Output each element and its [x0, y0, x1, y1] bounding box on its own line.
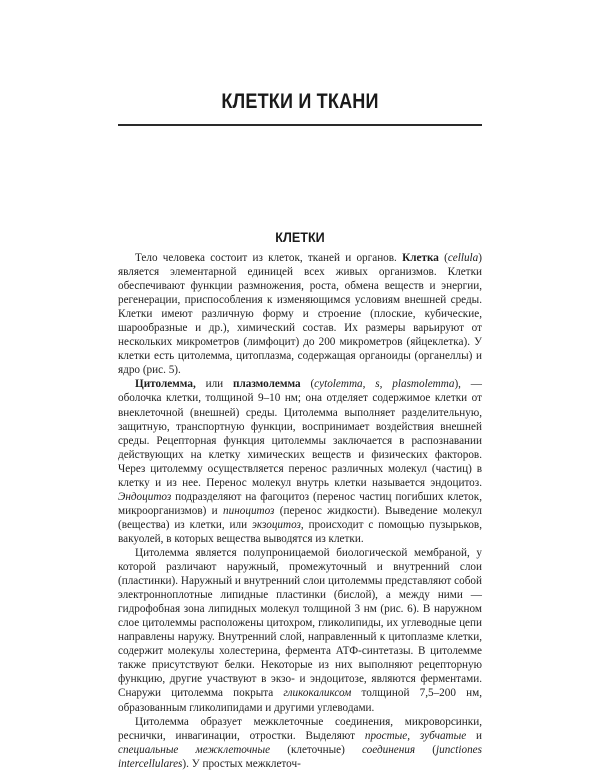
text-span: (клеточные) [270, 743, 362, 756]
text-span: Тело человека состоит из клеток, тканей и органов. [135, 252, 403, 264]
text-span: толщиной 7,5–200 нм, образованным гликолипидами и другими углеводами. [118, 687, 482, 714]
text-span: ( [438, 252, 448, 264]
term-italic: соединения [361, 743, 416, 756]
paragraph-4 [118, 715, 482, 771]
text-span: Цитолемма является полупроницаемой биологической мембраной, у которой различают наружный, промежуточный и внутренний слои (пластинки). Наружный и внутренний слои цитолеммы представляют собой электронноплотные липидные пластинки (бислой), а между ними — гидрофобная зона липидных молекул толщиной 3 нм (рис. 6). В наружном слое цитолеммы расположены цитохром, гликолипиды, их углеводные цепи направлены наружу. Внутренний слой, направленный к цитоплазме клетки, содержит молекулы холестерина, фермента АТФ-синтетазы. В цитолемме также присутствуют белки. Некоторые из них выполняют рецепторную функцию, другие участвуют в экзо- и эндоцитозе, являются ферментами. Снаружи цитолемма покрыта [118, 546, 482, 700]
term-italic: гликокаликсом [283, 687, 352, 700]
text-span: ( [415, 743, 436, 756]
term-latin: cytolemma, s, plasmolemma [314, 378, 455, 391]
text-span: ), — оболочка клетки, толщиной 9–10 нм; она отделяет содержимое клетки от внеклеточной (внешней) среды. Цитолемма выполняет разделительную, защитную, транспортную функции, воспринимает воздействия внешней среды. Рецепторная функция цитолеммы заключается в распознавании действующих на клетку химических веществ и физических факторов. Через цитолемму осуществляется перенос различных молекул (частиц) в клетку и из нее. Перенос молекул внутрь клетки называется эндоцитоз. [118, 378, 482, 489]
paragraph-3 [118, 546, 482, 715]
term-bold: плазмолемма [233, 378, 301, 391]
paragraph-2 [118, 377, 482, 546]
text-span: ( [300, 378, 315, 391]
text-span: (перенос жидкости). Выведение молекул (вещества) из клетки, или [118, 504, 482, 531]
chapter-title: КЛЕТКИ И ТКАНИ [221, 90, 379, 113]
term-italic: Эндоцитоз [118, 490, 172, 503]
term-italic: простые, зубчатые [364, 729, 467, 742]
text-span: Цитолемма образует межклеточные соединения, микроворсинки, реснички, инвагинации, отростки. Выделяют [118, 715, 482, 742]
term-italic: специальные межклеточные [118, 743, 271, 756]
term-bold: Цитолемма, [135, 378, 196, 391]
term-italic: экзоцитоз [251, 518, 301, 531]
term-latin: cellula [447, 252, 479, 264]
section-title: КЛЕТКИ [275, 229, 325, 245]
paragraph-1 [118, 251, 482, 377]
text-span: ). У простых межклеточ- [182, 757, 301, 770]
text-span: , происходит с помощью пузырьков, вакуолей, в которых вещества выводятся из клетки. [118, 518, 482, 545]
text-span: ) является элементарной единицей всех живых организмов. Клетки обеспечивают функции размножения, роста, обмена веществ и энергии, регенерации, приспособления к изменяющимся условиям внешней среды. Клетки имеют различную форму и строение (плоские, кубические, шарообразные и др.), химический состав. Их размеры варьируют от нескольких микрометров (лимфоцит) до 200 микрометров (яйцеклетка). У клетки есть цитолемма, цитоплазма, содержащая органоиды (органеллы) и ядро (рис. 5). [118, 252, 482, 377]
term-latin: junctiones intercellulares [118, 743, 482, 770]
body-text [118, 251, 482, 771]
term-italic: пиноцитоз [223, 504, 275, 517]
text-span: и [466, 729, 482, 742]
chapter-title-rule [118, 124, 482, 126]
text-span: или [195, 378, 234, 391]
term-bold: Клетка [402, 252, 439, 264]
text-span: подразделяют на фагоцитоз (перенос частиц погибших клеток, микроорганизмов) и [118, 490, 482, 517]
